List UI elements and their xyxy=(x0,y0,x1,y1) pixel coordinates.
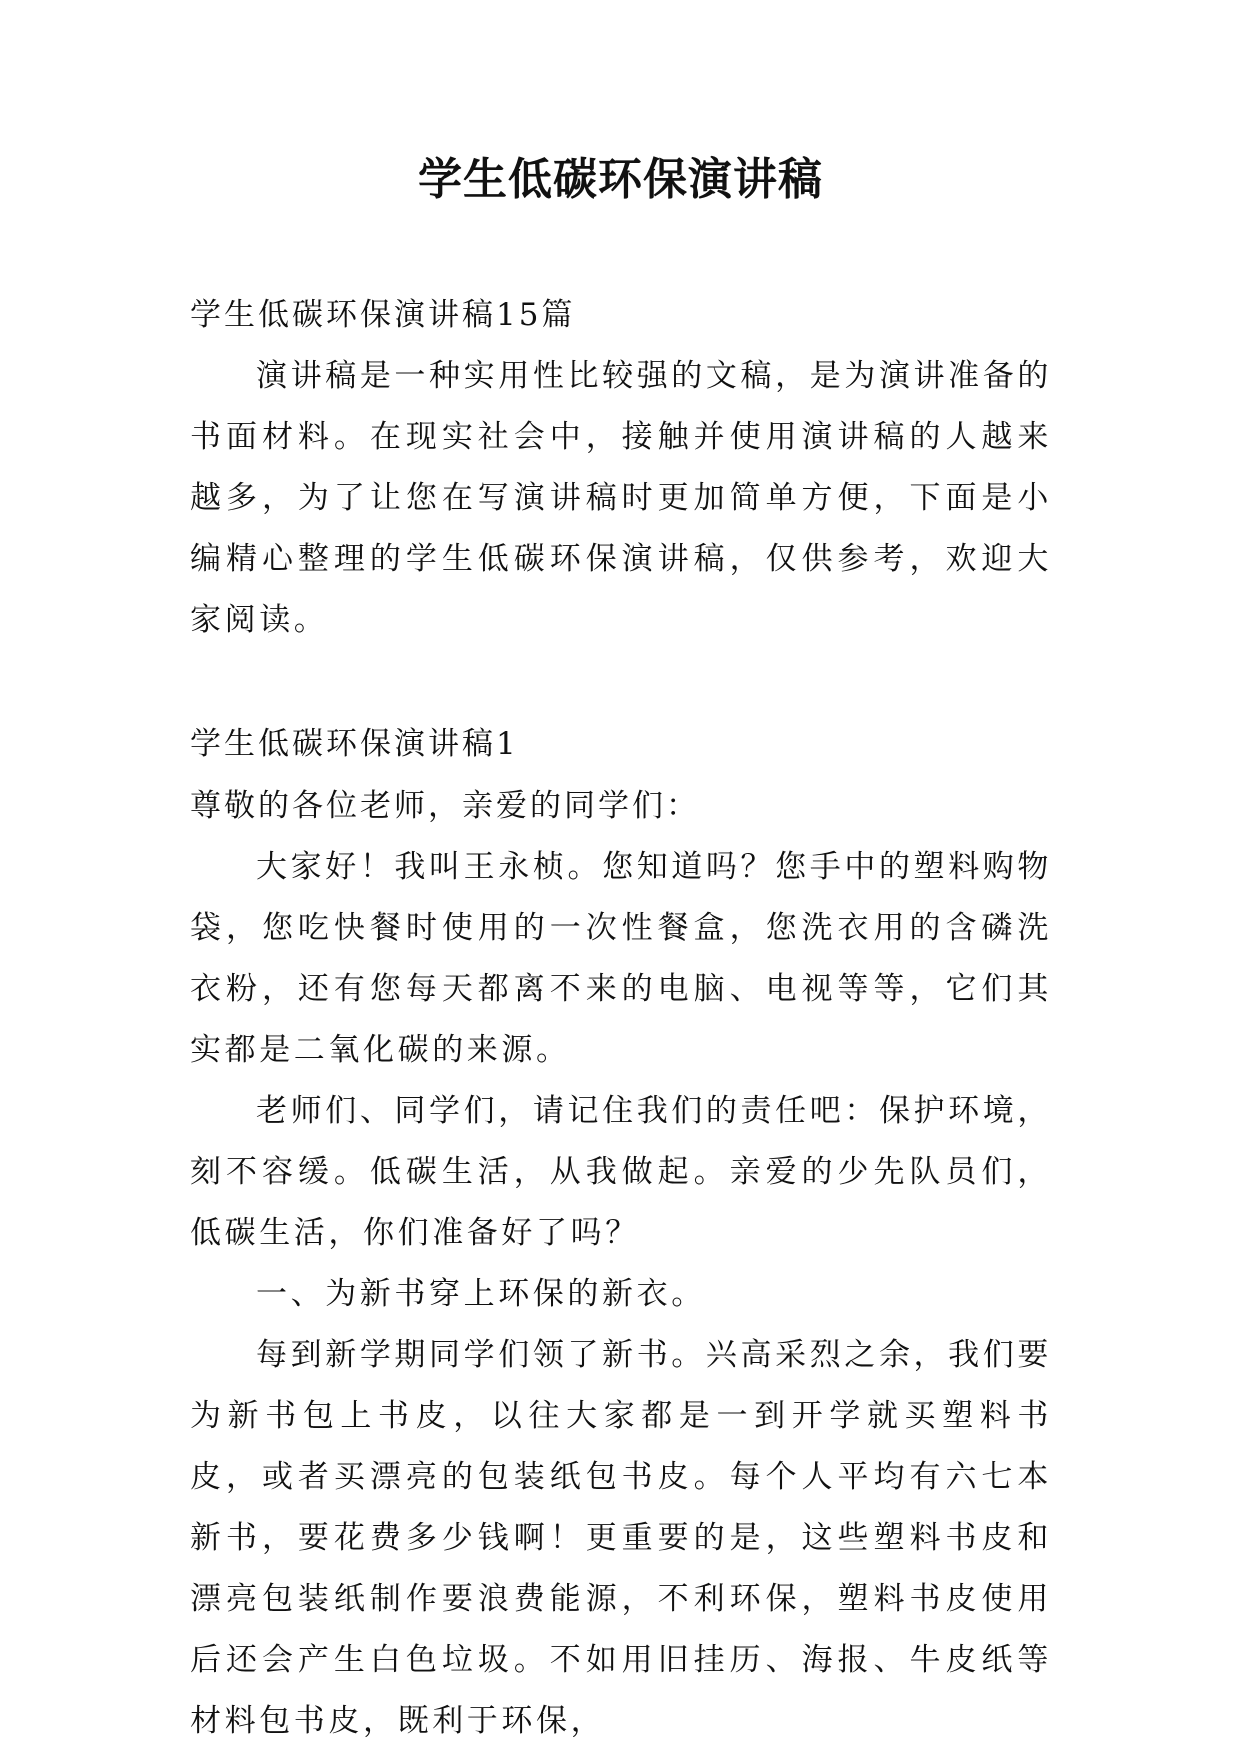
intro-paragraph: 演讲稿是一种实用性比较强的文稿，是为演讲准备的书面材料。在现实社会中，接触并使用演讲稿的人越来越多，为了让您在写演讲稿时更加简单方便，下面是小编精心整理的学生低碳环保演讲稿，仅供参考，欢迎大家阅读。 xyxy=(190,358,1052,638)
body-paragraph: 大家好！我叫王永桢。您知道吗？您手中的塑料购物袋，您吃快餐时使用的一次性餐盒，您洗衣用的含磷洗衣粉，还有您每天都离不来的电脑、电视等等，它们其实都是二氧化碳的来源。 xyxy=(190,849,1052,1068)
body-paragraph: 每到新学期同学们领了新书。兴高采烈之余，我们要为新书包上书皮，以往大家都是一到开学就买塑料书皮，或者买漂亮的包装纸包书皮。每个人平均有六七本新书，要花费多少钱啊！更重要的是，这些塑料书皮和漂亮包装纸制作要浪费能源，不利环保，塑料书皮使用后还会产生白色垃圾。不如用旧挂历、海报、牛皮纸等材料包书皮，既利于环保， xyxy=(190,1337,1052,1739)
document-title: 学生低碳环保演讲稿 xyxy=(418,154,823,205)
body-paragraph: 老师们、同学们，请记住我们的责任吧：保护环境，刻不容缓。低碳生活，从我做起。亲爱的少先队员们，低碳生活，你们准备好了吗？ xyxy=(190,1093,1052,1251)
salutation: 尊敬的各位老师，亲爱的同学们： xyxy=(190,788,700,824)
section-heading: 学生低碳环保演讲稿1 xyxy=(190,726,519,762)
body-paragraph: 一、为新书穿上环保的新衣。 xyxy=(256,1276,706,1312)
document-subtitle: 学生低碳环保演讲稿15篇 xyxy=(190,297,576,333)
section-spacer xyxy=(190,651,1052,713)
document-body xyxy=(190,284,1052,1752)
